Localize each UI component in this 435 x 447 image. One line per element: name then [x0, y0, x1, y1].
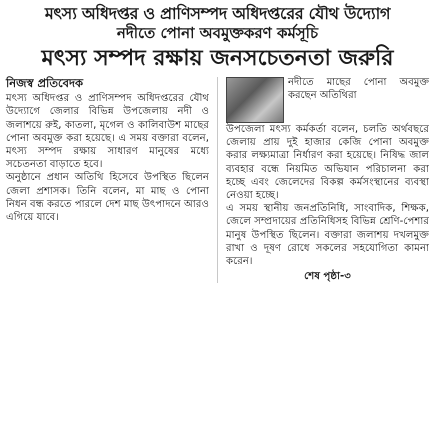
right-column [226, 77, 429, 283]
reporter-line: নিজস্ব প্রতিবেদক [6, 76, 84, 90]
headline-block [6, 4, 429, 73]
photo-caption: নদীতে মাছের পোনা অবমুক্ত করছেন অতিথিরা [288, 77, 429, 101]
left-paragraph-1: মৎস্য অধিদপ্তর ও প্রাণিসম্পদ অধিদপ্তরের যৌথ উদ্যোগে জেলার বিভিন্ন উপজেলায় নদী ও জলাশয়ে রুই, কাতলা, মৃগেল ও কালিবাউশ মাছের পোনা অবমুক্ত করা হয়েছে। এ সময় বক্তারা বলেন, মৎস্য সম্পদ রক্ষায় সাধারণ মানুষের মধ্যে সচেতনতা বাড়াতে হবে। [6, 93, 209, 171]
headline-line-1: মৎস্য অধিদপ্তর ও প্রাণিসম্পদ অধিদপ্তরের যৌথ উদ্যোগ [44, 4, 391, 23]
column-divider [217, 77, 218, 283]
left-paragraph-2: অনুষ্ঠানে প্রধান অতিথি হিসেবে উপস্থিত ছিলেন জেলা প্রশাসক। তিনি বলেন, মা মাছ ও পোনা নিধন বন্ধ করতে পারলে দেশ মাছ উৎপাদনে আরও এগিয়ে যাবে। [6, 172, 209, 224]
news-photo [226, 77, 284, 123]
right-paragraph-1: উপজেলা মৎস্য কর্মকর্তা বলেন, চলতি অর্থবছরে জেলায় প্রায় দুই হাজার কেজি পোনা অবমুক্ত করার লক্ষ্যমাত্রা নির্ধারণ করা হয়েছে। নিষিদ্ধ জাল ব্যবহার বন্ধে নিয়মিত অভিযান পরিচালনা করা হচ্ছে এবং জেলেদের বিকল্প কর্মসংস্থানের ব্যবস্থা নেওয়া হচ্ছে। [226, 124, 429, 202]
headline-line-2: নদীতে পোনা অবমুক্তকরণ কর্মসূচি [116, 24, 319, 42]
main-headline: মৎস্য সম্পদ রক্ষায় জনসচেতনতা জরুরি [41, 46, 394, 71]
article-columns [6, 77, 429, 283]
continued-marker: শেষ পৃষ্ঠা-৩ [304, 271, 351, 283]
photo-block [226, 77, 429, 123]
left-column [6, 77, 209, 283]
right-paragraph-2: এ সময় স্থানীয় জনপ্রতিনিধি, সাংবাদিক, শিক্ষক, জেলে সম্প্রদায়ের প্রতিনিধিসহ বিভিন্ন শ্রেণি-পেশার মানুষ উপস্থিত ছিলেন। বক্তারা জলাশয় দখলমুক্ত রাখা ও দূষণ রোধে সকলের সহযোগিতা কামনা করেন। [226, 203, 429, 268]
